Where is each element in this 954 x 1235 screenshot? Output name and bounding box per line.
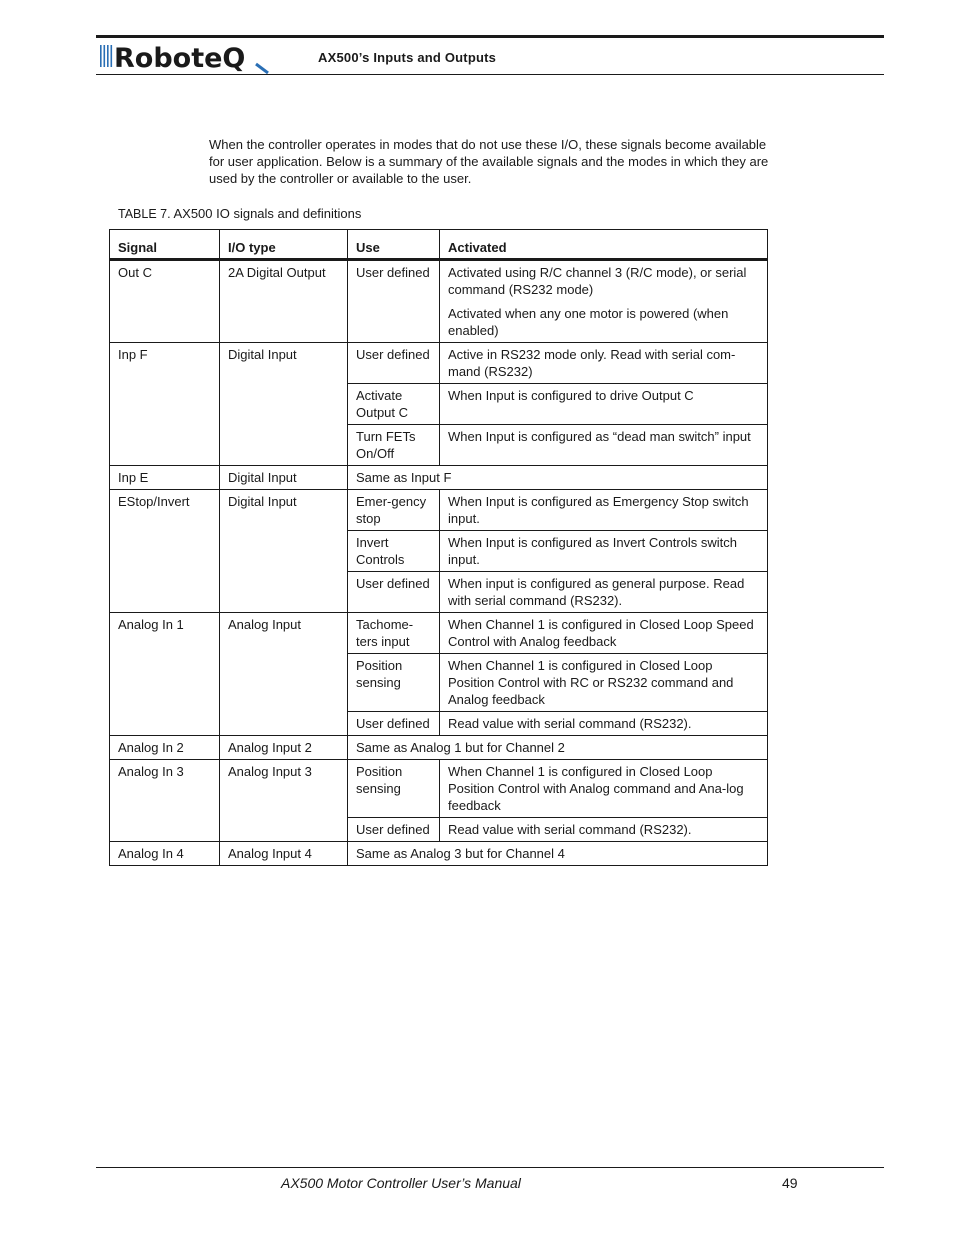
use-cell: Position sensing: [348, 654, 440, 712]
signal-cell: EStop/Invert: [110, 490, 220, 613]
use-cell: Position sensing: [348, 760, 440, 818]
activated-cell: When Channel 1 is configured in Closed Loop Position Control with RC or RS232 command and Analog feedback: [440, 654, 768, 712]
io-signals-table: [109, 229, 768, 866]
activated-cell: When Input is configured as Emergency Stop switch input.: [440, 490, 768, 531]
same-as-cell: Same as Analog 1 but for Channel 2: [348, 736, 768, 760]
use-cell: Tachome-ters input: [348, 613, 440, 654]
logo-wordmark: RoboteQ: [114, 43, 246, 74]
use-cell: User defined: [348, 818, 440, 842]
table-caption-title: AX500 IO signals and definitions: [173, 206, 362, 221]
activated-cell: Active in RS232 mode only. Read with serial com-mand (RS232): [440, 343, 768, 384]
activated-cell: [440, 260, 768, 343]
column-header-use: Use: [348, 230, 440, 260]
io-type-cell: Digital Input: [220, 343, 348, 466]
roboteq-logo: [98, 40, 273, 74]
table-caption: [118, 206, 361, 221]
same-as-cell: Same as Input F: [348, 466, 768, 490]
header-bottom-rule: [96, 74, 884, 75]
table-row: [110, 736, 768, 760]
table-row: [110, 760, 768, 818]
signal-cell: Analog In 4: [110, 842, 220, 866]
same-as-cell: Same as Analog 3 but for Channel 4: [348, 842, 768, 866]
logo-q-tail: [256, 64, 268, 73]
use-cell: User defined: [348, 572, 440, 613]
footer-manual-title: AX500 Motor Controller User’s Manual: [281, 1175, 521, 1191]
table-row: [110, 613, 768, 654]
use-cell: Turn FETs On/Off: [348, 425, 440, 466]
io-type-cell: Analog Input 4: [220, 842, 348, 866]
io-type-cell: Analog Input: [220, 613, 348, 736]
header-top-rule: [96, 35, 884, 38]
use-cell: Invert Controls: [348, 531, 440, 572]
activated-cell: When Input is configured as Invert Controls switch input.: [440, 531, 768, 572]
column-header-io-type: I/O type: [220, 230, 348, 260]
signal-cell: Analog In 1: [110, 613, 220, 736]
table-row: [110, 490, 768, 531]
signal-cell: Out C: [110, 260, 220, 343]
use-cell: Activate Output C: [348, 384, 440, 425]
activated-cell: When Input is configured to drive Output C: [440, 384, 768, 425]
intro-paragraph: When the controller operates in modes that do not use these I/O, these signals become available for user application. Below is a summary of the available signals and the modes in which they are used by the controller or available to the user.: [209, 137, 769, 186]
footer-rule: [96, 1167, 884, 1168]
activated-cell: Read value with serial command (RS232).: [440, 818, 768, 842]
logo-stripes: [100, 45, 112, 67]
signal-cell: Inp E: [110, 466, 220, 490]
activated-cell: When Channel 1 is configured in Closed Loop Speed Control with Analog feedback: [440, 613, 768, 654]
column-header-signal: Signal: [110, 230, 220, 260]
column-header-activated: Activated: [440, 230, 768, 260]
signal-cell: Analog In 3: [110, 760, 220, 842]
use-cell: Emer-gency stop: [348, 490, 440, 531]
table-row: [110, 466, 768, 490]
activated-cell: When Channel 1 is configured in Closed Loop Position Control with Analog command and Ana-log feedback: [440, 760, 768, 818]
table-caption-number: TABLE 7.: [118, 207, 171, 221]
io-type-cell: Digital Input: [220, 466, 348, 490]
activated-cell: Read value with serial command (RS232).: [440, 712, 768, 736]
activated-text: Activated using R/C channel 3 (R/C mode), or serial command (RS232 mode): [448, 265, 747, 297]
io-type-cell: Analog Input 3: [220, 760, 348, 842]
use-cell: User defined: [348, 343, 440, 384]
activated-cell: When Input is configured as “dead man switch” input: [440, 425, 768, 466]
activated-cell: When input is configured as general purpose. Read with serial command (RS232).: [440, 572, 768, 613]
table-row: [110, 343, 768, 384]
page-number: 49: [782, 1175, 798, 1191]
signal-cell: Analog In 2: [110, 736, 220, 760]
running-header-title: AX500’s Inputs and Outputs: [318, 50, 497, 65]
use-cell: User defined: [348, 260, 440, 343]
activated-text: Activated when any one motor is powered (when enabled): [448, 306, 729, 338]
io-type-cell: 2A Digital Output: [220, 260, 348, 343]
signal-cell: Inp F: [110, 343, 220, 466]
table-header-row: [110, 230, 768, 260]
table-row: [110, 260, 768, 343]
use-cell: User defined: [348, 712, 440, 736]
table-row: [110, 842, 768, 866]
io-type-cell: Analog Input 2: [220, 736, 348, 760]
io-type-cell: Digital Input: [220, 490, 348, 613]
